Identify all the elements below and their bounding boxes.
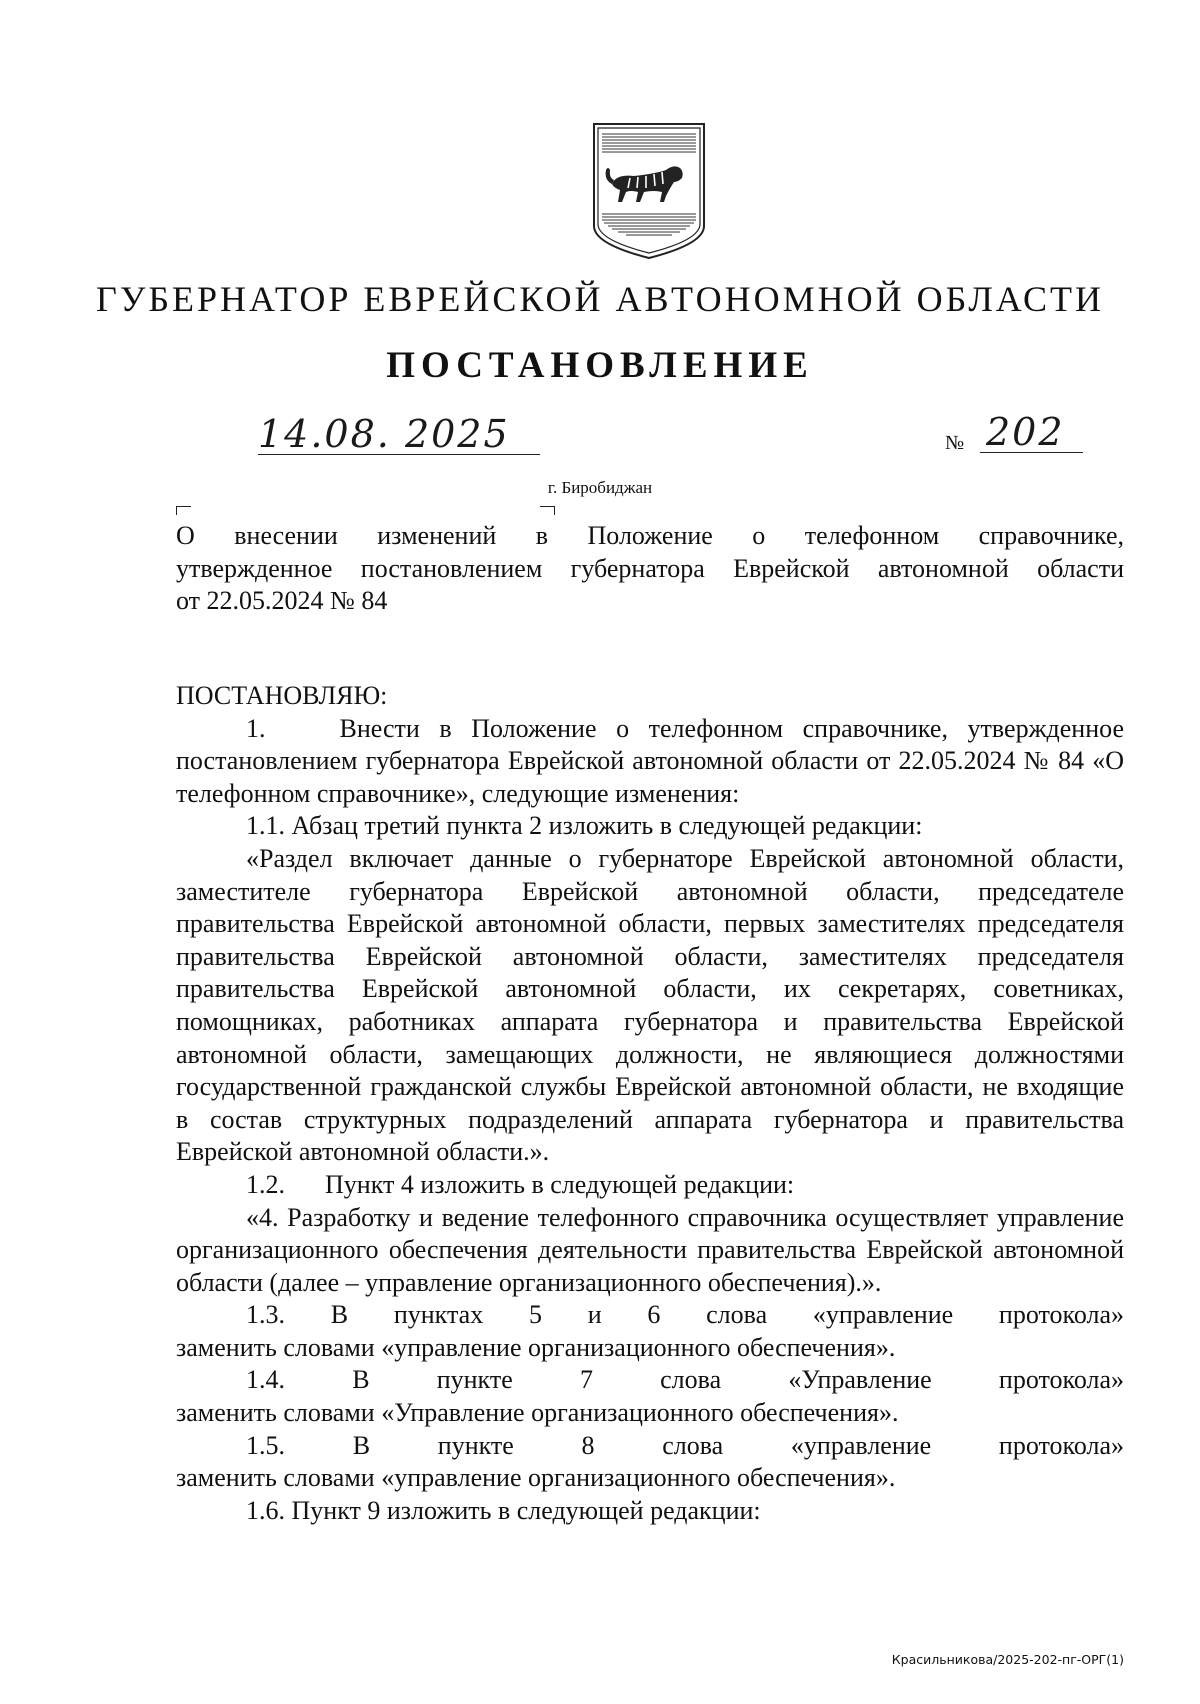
document-code: Красильникова/2025-202-пг-ОРГ(1) (891, 1652, 1124, 1667)
subject-line: утвержденное постановлением губернатора Еврейской автономной области (176, 553, 1124, 583)
paragraph-1 (176, 713, 1124, 811)
paragraph-1-6: 1.6. Пункт 9 изложить в следующей редакции: (246, 1495, 761, 1525)
paragraph-number: 1. (246, 713, 266, 743)
paragraph-1-3-line-2: заменить словами «управление организационного обеспечения». (176, 1332, 896, 1362)
paragraph-text: Внести в Положение о телефонном справочнике, утвержденное постановлением губернатора Еврейской автономной области от 22.05.2024 № 84 «О телефонном справочнике», следующие изменения: (176, 713, 1124, 808)
subject-line: О внесении изменений в Положение о телефонном справочнике, (176, 521, 1124, 550)
number-label: № (945, 432, 965, 454)
decree-word: ПОСТАНОВЛЯЮ: (176, 681, 388, 710)
paragraph-1-5-line-2: заменить словами «управление организационного обеспечения». (176, 1463, 896, 1493)
document-body (176, 680, 1124, 1527)
city-name: г. Биробиджан (547, 478, 653, 497)
bracket-right-icon (540, 506, 555, 515)
tiger-emblem-icon (590, 122, 708, 260)
paragraph-1-1: 1.1. Абзац третий пункта 2 изложить в следующей редакции: (246, 811, 923, 841)
paragraph-1-5-line-1: 1.5. В пункте 8 слова «управление протокола» (246, 1430, 1124, 1460)
document-subject (176, 520, 1124, 618)
quote-1-1: «Раздел включает данные о губернаторе Еврейской автономной области, заместителе губернатора Еврейской автономной области, председателе правительства Еврейской автономной области, первых заместителях председателя правительства Еврейской автономной области, заместителях председателя правительства Еврейской автономной области, их секретарях, советниках, помощниках, работниках аппарата губернатора и правительства Еврейской автономной области, замещающих должности, не являющиеся должностями государственной гражданской службы Еврейской автономной области, не входящие в состав структурных подразделений аппарата губернатора и правительства Еврейской автономной области.». (176, 843, 1124, 1167)
handwritten-number: 202 (980, 412, 1083, 453)
paragraph-1-2 (176, 1169, 1124, 1202)
handwritten-date: 14.08. 2025 (258, 414, 540, 455)
paragraph-1-4-line-2: заменить словами «Управление организационного обеспечения». (176, 1398, 899, 1428)
paragraph-number: 1.2. (246, 1169, 285, 1199)
paragraph-text: Пункт 4 изложить в следующей редакции: (325, 1169, 795, 1199)
paragraph-1-4-line-1: 1.4. В пункте 7 слова «Управление протокола» (246, 1365, 1124, 1395)
bracket-left-icon (176, 506, 191, 515)
subject-line: от 22.05.2024 № 84 (176, 586, 388, 615)
organization-title: ГУБЕРНАТОР ЕВРЕЙСКОЙ АВТОНОМНОЙ ОБЛАСТИ (96, 279, 1104, 319)
quote-1-2: «4. Разработку и ведение телефонного справочника осуществляет управление организационного обеспечения деятельности правительства Еврейской автономной области (далее – управление организационного обеспечения).». (176, 1202, 1124, 1297)
paragraph-1-3-line-1: 1.3. В пунктах 5 и 6 слова «управление протокола» (246, 1300, 1124, 1330)
document-type: ПОСТАНОВЛЕНИЕ (386, 345, 814, 386)
